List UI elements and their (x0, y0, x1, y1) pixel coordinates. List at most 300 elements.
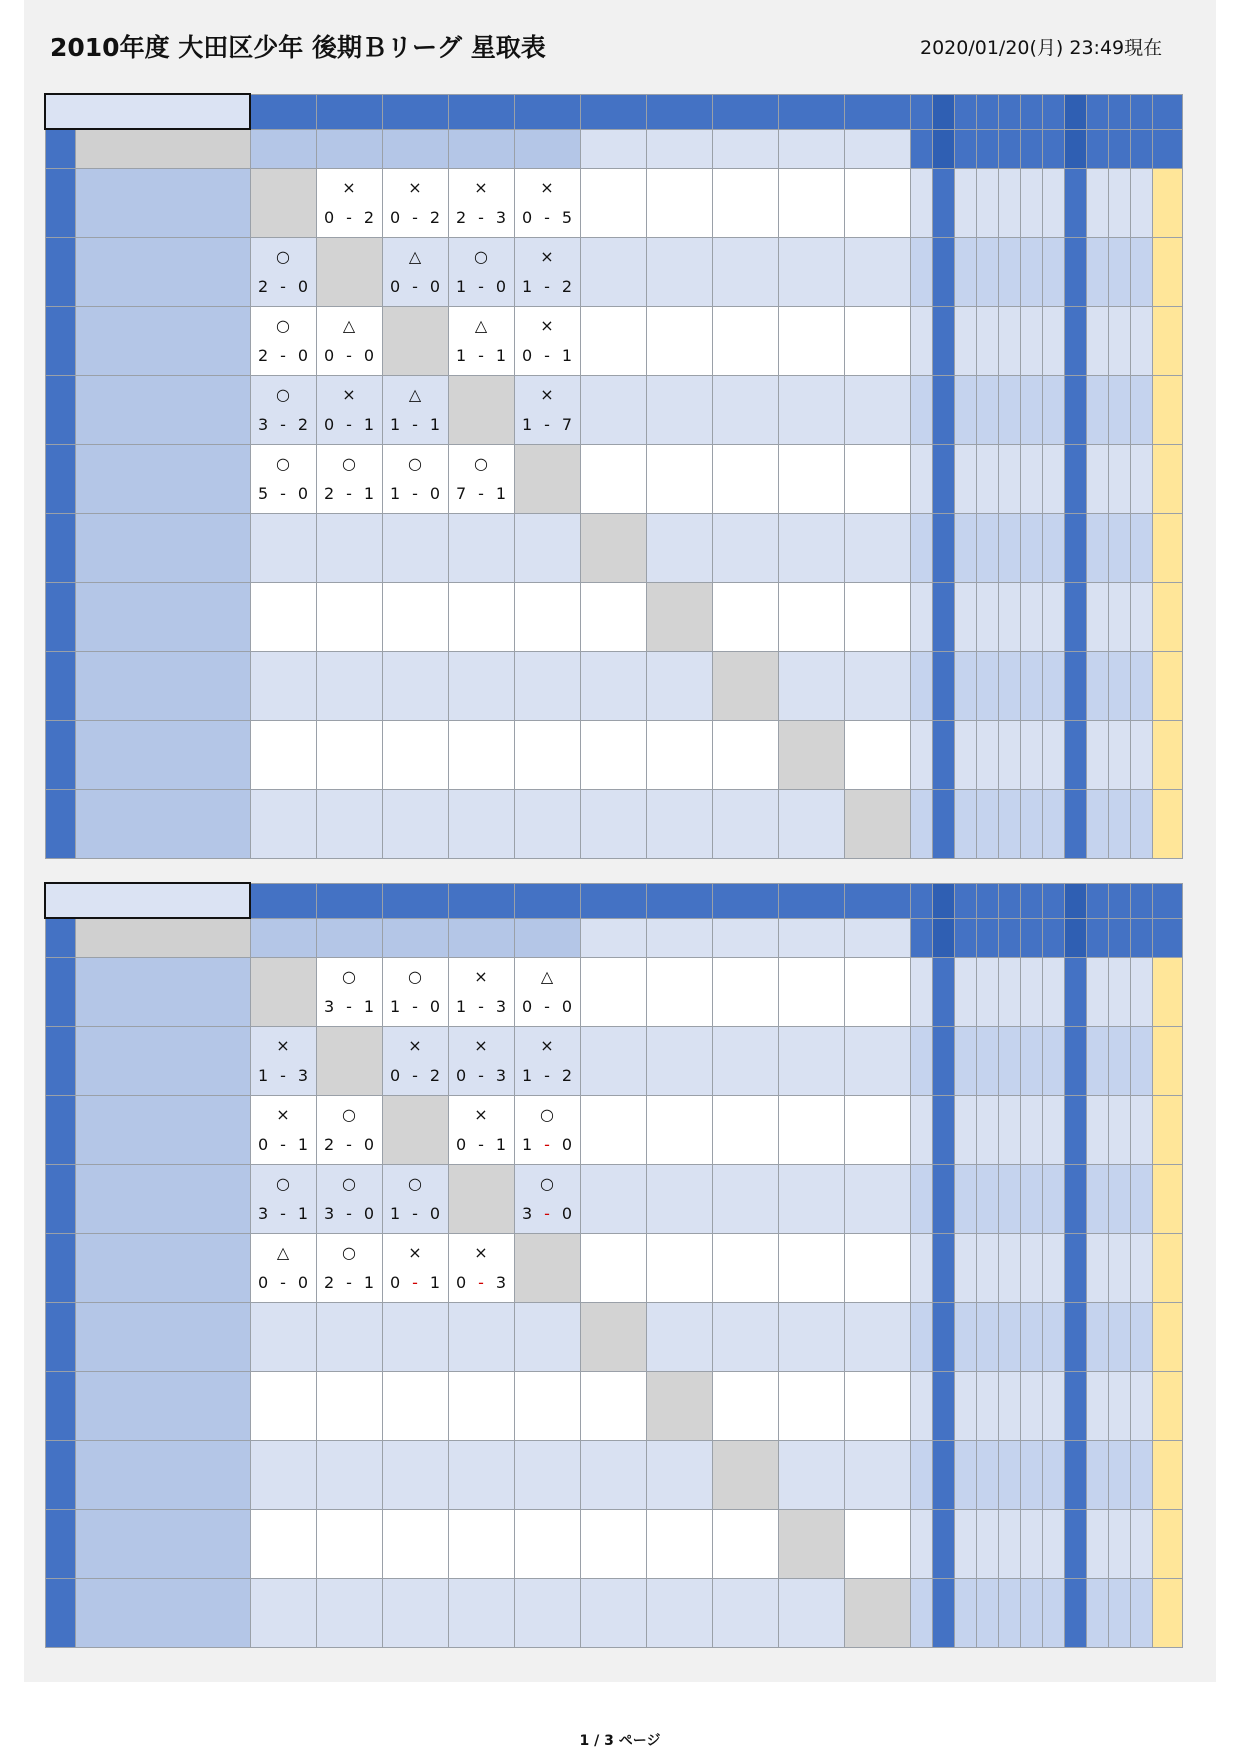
score-separator: - (478, 1135, 484, 1154)
score-for: 1 (258, 1066, 269, 1085)
result-cell (316, 238, 382, 307)
rank-value (1152, 652, 1182, 721)
score-against: 0 (495, 277, 506, 296)
result-cell (316, 1579, 382, 1648)
result-cell (778, 1441, 844, 1510)
result-cell (382, 1027, 448, 1096)
stat-value (1086, 1441, 1108, 1510)
result-cell (778, 721, 844, 790)
score-against: 1 (495, 1135, 506, 1154)
result-cell (580, 1165, 646, 1234)
result-cell (316, 1372, 382, 1441)
result-score (383, 1199, 448, 1229)
result-cell (250, 958, 316, 1027)
row-number (45, 1579, 75, 1648)
result-cell (250, 721, 316, 790)
result-cell (712, 1096, 778, 1165)
result-mark: × (540, 385, 554, 404)
result-cell (514, 1579, 580, 1648)
stat-header (976, 129, 998, 169)
stat-value (998, 652, 1020, 721)
rank-value (1152, 376, 1182, 445)
result-score (251, 479, 316, 509)
result-cell (712, 652, 778, 721)
stat-value (1108, 169, 1130, 238)
stat-value (1020, 445, 1042, 514)
team-name (75, 1165, 250, 1234)
stat-value (976, 169, 998, 238)
result-cell (712, 307, 778, 376)
result-cell (712, 583, 778, 652)
result-cell (514, 583, 580, 652)
stat-value (1064, 1096, 1086, 1165)
column-number (448, 883, 514, 918)
result-mark: ○ (408, 454, 422, 473)
result-score (251, 410, 316, 440)
stat-value (1020, 1234, 1042, 1303)
result-score (317, 1199, 382, 1229)
score-separator: - (478, 346, 484, 365)
row-number (45, 445, 75, 514)
stat-value (976, 1303, 998, 1372)
stat-header (954, 94, 976, 129)
stat-value (1042, 790, 1064, 859)
stat-header (1086, 883, 1108, 918)
result-cell (382, 1372, 448, 1441)
stat-value (998, 1096, 1020, 1165)
result-score (449, 479, 514, 509)
opponent-short-name (448, 918, 514, 958)
stat-value (976, 307, 998, 376)
stat-header (1108, 883, 1130, 918)
score-for: 2 (456, 208, 467, 227)
stat-value (932, 790, 954, 859)
stat-value (1042, 1234, 1064, 1303)
stat-value (1130, 1579, 1152, 1648)
table-row (45, 1303, 1182, 1372)
team-name (75, 1510, 250, 1579)
result-mark: ○ (342, 454, 356, 473)
result-cell (580, 583, 646, 652)
score-against: 3 (495, 1273, 506, 1292)
stat-value (1064, 376, 1086, 445)
result-cell (382, 445, 448, 514)
row-number (45, 1372, 75, 1441)
score-for: 1 (456, 277, 467, 296)
result-cell (778, 514, 844, 583)
stat-value (932, 514, 954, 583)
result-mark: × (540, 316, 554, 335)
team-name (75, 1441, 250, 1510)
result-cell (580, 1027, 646, 1096)
team-name-header (75, 129, 250, 169)
result-cell (448, 169, 514, 238)
stat-value (1108, 1441, 1130, 1510)
score-against: 0 (363, 1204, 374, 1223)
opponent-short-name (250, 129, 316, 169)
result-cell (580, 721, 646, 790)
result-cell (646, 514, 712, 583)
result-cell (514, 1510, 580, 1579)
result-cell (778, 1372, 844, 1441)
table-row (45, 790, 1182, 859)
result-score (383, 272, 448, 302)
stat-header (1020, 918, 1042, 958)
table-row (45, 1441, 1182, 1510)
result-cell (778, 307, 844, 376)
result-score (449, 1061, 514, 1091)
result-mark: × (540, 247, 554, 266)
stat-value (932, 169, 954, 238)
result-cell (514, 1234, 580, 1303)
result-cell (382, 721, 448, 790)
opponent-short-name (646, 918, 712, 958)
result-cell (844, 1303, 910, 1372)
result-cell (646, 307, 712, 376)
stat-value (998, 1441, 1020, 1510)
stat-value (1086, 1579, 1108, 1648)
stat-value (954, 958, 976, 1027)
table-row (45, 445, 1182, 514)
stat-value (1086, 514, 1108, 583)
stat-value (932, 1165, 954, 1234)
result-cell (712, 376, 778, 445)
result-cell (316, 958, 382, 1027)
score-against: 1 (363, 484, 374, 503)
stat-header (976, 883, 998, 918)
rank-value (1152, 1579, 1182, 1648)
row-number (45, 238, 75, 307)
stat-value (1130, 652, 1152, 721)
stat-value (998, 1510, 1020, 1579)
stat-header (932, 129, 954, 169)
score-separator: - (478, 1066, 484, 1085)
stat-value (954, 1234, 976, 1303)
result-cell (514, 238, 580, 307)
score-against: 0 (429, 484, 440, 503)
result-mark: △ (540, 967, 554, 986)
result-mark: × (342, 385, 356, 404)
table-row (45, 514, 1182, 583)
result-cell (448, 1579, 514, 1648)
result-cell (844, 958, 910, 1027)
row-number (45, 1027, 75, 1096)
score-for: 1 (522, 415, 533, 434)
result-cell (514, 1303, 580, 1372)
result-cell (448, 307, 514, 376)
result-cell (250, 169, 316, 238)
stat-value (1130, 376, 1152, 445)
result-score (515, 272, 580, 302)
stat-value (954, 721, 976, 790)
result-cell (712, 1303, 778, 1372)
result-cell (316, 1441, 382, 1510)
result-cell (448, 790, 514, 859)
rank-value (1152, 1441, 1182, 1510)
score-against: 0 (297, 1273, 308, 1292)
stat-value (1042, 721, 1064, 790)
stat-header (1152, 918, 1182, 958)
row-number (45, 169, 75, 238)
score-against: 1 (429, 1273, 440, 1292)
result-mark: △ (276, 1243, 290, 1262)
result-cell (646, 652, 712, 721)
result-score (317, 341, 382, 371)
result-mark: ○ (342, 1243, 356, 1262)
stat-value (932, 307, 954, 376)
result-cell (844, 376, 910, 445)
stat-value (998, 514, 1020, 583)
score-separator: - (412, 208, 418, 227)
column-number (448, 94, 514, 129)
stat-value (954, 1027, 976, 1096)
result-cell (712, 1510, 778, 1579)
score-for: 0 (456, 1066, 467, 1085)
stat-value (932, 376, 954, 445)
result-cell (844, 790, 910, 859)
stat-value (1130, 445, 1152, 514)
stat-value (1086, 652, 1108, 721)
result-cell (646, 1441, 712, 1510)
result-mark: × (408, 178, 422, 197)
result-cell (448, 1510, 514, 1579)
result-cell (382, 1234, 448, 1303)
result-cell (844, 307, 910, 376)
result-cell (316, 1510, 382, 1579)
stat-header (1108, 129, 1130, 169)
stat-value (1020, 1579, 1042, 1648)
stat-value (1020, 583, 1042, 652)
score-for: 0 (324, 346, 335, 365)
result-cell (844, 652, 910, 721)
result-cell (646, 238, 712, 307)
stat-value (998, 583, 1020, 652)
rank-value (1152, 1165, 1182, 1234)
team-count (45, 129, 75, 169)
stat-value (1064, 238, 1086, 307)
stat-value (1020, 1027, 1042, 1096)
result-mark: ○ (276, 247, 290, 266)
column-number (778, 94, 844, 129)
rank-value (1152, 1510, 1182, 1579)
stat-value (1064, 1165, 1086, 1234)
result-cell (580, 652, 646, 721)
score-separator: - (346, 1273, 352, 1292)
result-cell (250, 1096, 316, 1165)
score-against: 1 (495, 346, 506, 365)
score-separator: - (412, 415, 418, 434)
stat-value (998, 958, 1020, 1027)
team-name (75, 1372, 250, 1441)
stat-value (1064, 721, 1086, 790)
stat-value (1086, 721, 1108, 790)
column-number (646, 94, 712, 129)
result-cell (250, 307, 316, 376)
team-name (75, 445, 250, 514)
result-score (251, 341, 316, 371)
result-score (383, 992, 448, 1022)
result-mark: × (474, 1105, 488, 1124)
score-separator: - (544, 208, 550, 227)
stat-value (1108, 1510, 1130, 1579)
stat-header (998, 883, 1020, 918)
stat-value (1108, 307, 1130, 376)
result-cell (316, 514, 382, 583)
score-against: 3 (297, 1066, 308, 1085)
table-row (45, 583, 1182, 652)
result-cell (712, 1165, 778, 1234)
stat-value (954, 790, 976, 859)
stat-header (910, 129, 932, 169)
score-against: 1 (363, 415, 374, 434)
result-cell (646, 583, 712, 652)
result-cell (844, 238, 910, 307)
block-name (45, 94, 250, 129)
result-cell (646, 1510, 712, 1579)
stat-value (910, 1372, 932, 1441)
opponent-short-name (382, 129, 448, 169)
result-cell (844, 1579, 910, 1648)
score-against: 0 (561, 997, 572, 1016)
score-for: 0 (258, 1273, 269, 1292)
stat-value (910, 1165, 932, 1234)
result-cell (250, 1510, 316, 1579)
stat-value (998, 1234, 1020, 1303)
row-number (45, 721, 75, 790)
stat-value (954, 1510, 976, 1579)
stat-header (1152, 883, 1182, 918)
opponent-short-name (844, 918, 910, 958)
result-cell (514, 1372, 580, 1441)
stat-value (1130, 1510, 1152, 1579)
result-cell (844, 1027, 910, 1096)
stat-value (1020, 1303, 1042, 1372)
score-separator: - (478, 484, 484, 503)
team-name (75, 1303, 250, 1372)
result-mark: △ (474, 316, 488, 335)
result-cell (712, 721, 778, 790)
result-mark: × (276, 1036, 290, 1055)
result-cell (844, 583, 910, 652)
result-cell (250, 1165, 316, 1234)
stat-header (1020, 883, 1042, 918)
row-number (45, 1165, 75, 1234)
result-score (515, 1061, 580, 1091)
stat-value (1042, 1372, 1064, 1441)
score-separator: - (544, 1135, 550, 1154)
result-cell (580, 790, 646, 859)
stat-value (1042, 169, 1064, 238)
result-cell (316, 307, 382, 376)
result-cell (580, 376, 646, 445)
stat-value (954, 376, 976, 445)
score-separator: - (544, 1204, 550, 1223)
table-row (45, 1372, 1182, 1441)
stat-value (998, 1579, 1020, 1648)
stat-value (1020, 1510, 1042, 1579)
result-cell (646, 1579, 712, 1648)
stat-value (932, 238, 954, 307)
column-number (316, 883, 382, 918)
result-score (251, 1130, 316, 1160)
result-cell (580, 1096, 646, 1165)
result-cell (844, 721, 910, 790)
table-row (45, 376, 1182, 445)
opponent-short-name (712, 918, 778, 958)
result-cell (844, 445, 910, 514)
score-against: 5 (561, 208, 572, 227)
table-row (45, 1510, 1182, 1579)
opponent-short-name (250, 918, 316, 958)
stat-header (1064, 94, 1086, 129)
table-row (45, 652, 1182, 721)
score-against: 0 (561, 1204, 572, 1223)
result-mark: × (540, 178, 554, 197)
stat-value (1020, 652, 1042, 721)
score-separator: - (346, 484, 352, 503)
result-cell (646, 1096, 712, 1165)
column-number (580, 94, 646, 129)
row-number (45, 376, 75, 445)
stat-value (1064, 445, 1086, 514)
stat-value (1108, 790, 1130, 859)
result-cell (316, 790, 382, 859)
result-score (317, 1130, 382, 1160)
result-cell (514, 721, 580, 790)
rank-value (1152, 1372, 1182, 1441)
result-cell (448, 1027, 514, 1096)
column-number (382, 94, 448, 129)
team-name (75, 376, 250, 445)
stat-value (1042, 1165, 1064, 1234)
result-cell (646, 1165, 712, 1234)
team-name (75, 652, 250, 721)
result-score (449, 272, 514, 302)
team-name (75, 958, 250, 1027)
score-separator: - (280, 1273, 286, 1292)
score-for: 0 (522, 997, 533, 1016)
result-mark: ○ (276, 385, 290, 404)
stat-header (1108, 918, 1130, 958)
result-cell (382, 238, 448, 307)
stat-value (1086, 1096, 1108, 1165)
stat-header (932, 918, 954, 958)
stat-value (998, 307, 1020, 376)
rank-value (1152, 958, 1182, 1027)
stat-value (1130, 790, 1152, 859)
stat-value (1108, 514, 1130, 583)
result-cell (448, 1372, 514, 1441)
result-cell (844, 169, 910, 238)
result-cell (250, 1441, 316, 1510)
score-against: 1 (429, 415, 440, 434)
stat-header (1130, 129, 1152, 169)
stat-value (998, 1372, 1020, 1441)
stat-value (932, 1441, 954, 1510)
result-cell (580, 1579, 646, 1648)
result-mark: ○ (540, 1105, 554, 1124)
result-mark: × (474, 967, 488, 986)
table-row (45, 307, 1182, 376)
result-cell (514, 652, 580, 721)
result-cell (448, 958, 514, 1027)
stat-value (1108, 1027, 1130, 1096)
opponent-short-name (316, 918, 382, 958)
result-score (383, 1268, 448, 1298)
stat-value (1042, 238, 1064, 307)
result-cell (712, 958, 778, 1027)
rank-value (1152, 583, 1182, 652)
